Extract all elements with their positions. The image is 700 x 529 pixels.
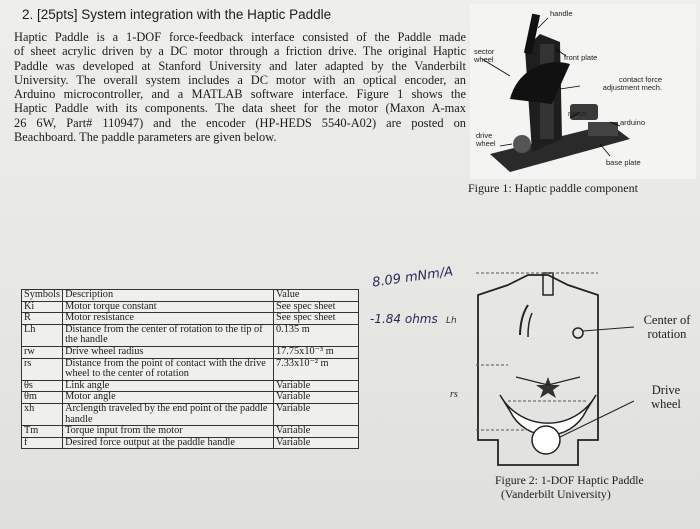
label-center-of-rotation: Center of rotation: [643, 313, 691, 341]
description-cell: Motor angle: [63, 392, 274, 404]
description-cell: Motor resistance: [63, 313, 274, 325]
intro-line: Haptic Paddle with its components. The data sheet for the motor (Maxon A-max: [14, 101, 466, 116]
table-row: [22, 426, 359, 438]
table-row: [22, 358, 359, 380]
table-row: [22, 301, 359, 313]
figure1-caption: Figure 1: Haptic paddle component: [468, 181, 638, 195]
header-symbols: Symbols: [22, 290, 63, 302]
table-header-row: [22, 290, 359, 302]
figure2-caption: [495, 473, 695, 501]
value-cell: Variable: [274, 403, 359, 425]
description-cell: Arclength traveled by the end point of the paddle handle: [63, 403, 274, 425]
symbol-cell: rw: [22, 346, 63, 358]
intro-line: Arduino microcontroller, and a MATLAB software interface. Figure 1 shows the: [14, 87, 466, 102]
symbol-cell: xh: [22, 403, 63, 425]
handwritten-ki-note: 8.09 mNm/A: [371, 264, 455, 291]
symbol-cell: θm: [22, 392, 63, 404]
table-row: [22, 324, 359, 346]
paddle-diagram: [468, 265, 638, 475]
description-cell: Torque input from the motor: [63, 426, 274, 438]
symbol-cell: R: [22, 313, 63, 325]
table-row: [22, 392, 359, 404]
table-row: [22, 403, 359, 425]
description-cell: Distance from the point of contact with the drive wheel to the center of rotation: [63, 358, 274, 380]
value-cell: Variable: [274, 380, 359, 392]
value-cell: 7.33x10⁻² m: [274, 358, 359, 380]
header-description: Description: [63, 290, 274, 302]
value-cell: 0.135 m: [274, 324, 359, 346]
label-contact-force: contact force adjustment mech.: [602, 75, 662, 92]
table-row: [22, 313, 359, 325]
figure2-caption-line1: Figure 2: 1-DOF Haptic Paddle: [495, 473, 644, 487]
label-drive-wheel-fig2: Drive wheel: [651, 383, 681, 411]
table-row: [22, 437, 359, 449]
symbol-cell: θs: [22, 380, 63, 392]
handwritten-lh-mark: Lh: [446, 316, 457, 326]
label-base-plate: base plate: [606, 158, 641, 167]
value-cell: Variable: [274, 426, 359, 438]
symbol-cell: Ki: [22, 301, 63, 313]
intro-line: University. The overall system includes a DC motor with an optical encoder, an: [14, 72, 466, 87]
intro-line: Haptic Paddle is a 1-DOF force-feedback interface consisted of the Paddle made: [14, 30, 466, 44]
label-rs: rs: [450, 389, 458, 400]
symbol-cell: Lh: [22, 324, 63, 346]
header-value: Value: [274, 290, 359, 302]
label-motor: motor: [568, 109, 588, 118]
label-sector-wheel: sector wheel: [474, 47, 495, 64]
question-title: 2. [25pts] System integration with the Haptic Paddle: [22, 7, 332, 22]
value-cell: See spec sheet: [274, 313, 359, 325]
intro-line: Paddle was developed at Stanford University and later adapted by the Vanderbilt: [14, 58, 466, 73]
parameter-table: [21, 289, 359, 449]
symbol-cell: rs: [22, 358, 63, 380]
label-drive-wheel: drive wheel: [476, 131, 496, 148]
description-cell: Desired force output at the paddle handle: [63, 437, 274, 449]
handwritten-r-note: -1.84 ohms: [370, 312, 438, 326]
value-cell: See spec sheet: [274, 301, 359, 313]
value-cell: 17.75x10⁻³ m: [274, 346, 359, 358]
value-cell: Variable: [274, 437, 359, 449]
intro-line: Beachboard. The paddle parameters are given below.: [14, 130, 277, 145]
haptic-paddle-photo: [470, 4, 696, 179]
table-row: [22, 346, 359, 358]
label-front-plate: front plate: [564, 53, 598, 62]
symbol-cell: f: [22, 437, 63, 449]
label-handle: handle: [550, 9, 573, 18]
value-cell: Variable: [274, 392, 359, 404]
intro-line: of sheet acrylic driven by a DC motor through a friction drive. The original Haptic: [14, 44, 466, 59]
label-arduino: arduino: [620, 118, 646, 127]
intro-paragraph: [14, 30, 466, 144]
table-row: [22, 380, 359, 392]
description-cell: Link angle: [63, 380, 274, 392]
description-cell: Motor torque constant: [63, 301, 274, 313]
intro-line: 26 6W, Part# 110947) and the encoder (HP-HEDS 5540-A02) are posted on: [14, 115, 466, 130]
description-cell: Distance from the center of rotation to the tip of the handle: [63, 324, 274, 346]
figure2-caption-line2: (Vanderbilt University): [501, 487, 611, 501]
description-cell: Drive wheel radius: [63, 346, 274, 358]
symbol-cell: Tm: [22, 426, 63, 438]
